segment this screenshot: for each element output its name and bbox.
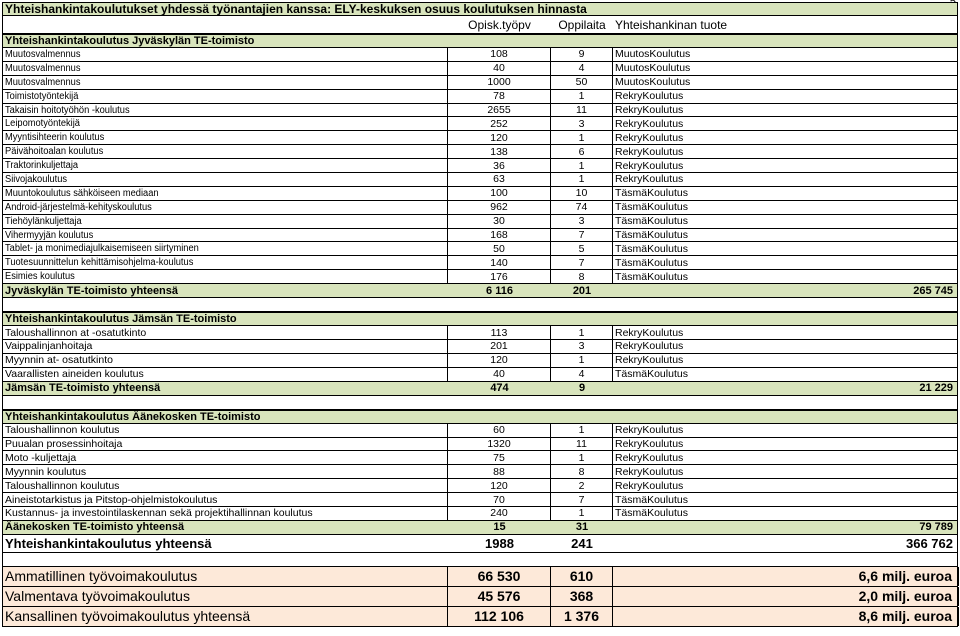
section-total-label: Jämsän TE-toimisto yhteensä [5,382,161,395]
course-name-text: Moto -kuljettaja [5,451,77,464]
student-days: 63 [448,173,551,186]
student-count: 11 [551,438,613,451]
sections-container [2,34,958,535]
grand-total-price: 366 762 [906,535,953,551]
course-name-text: Muutosvalmennus [5,62,81,74]
summary-days: 66 530 [448,567,551,586]
header-course [3,16,448,33]
student-count: 1 [551,451,613,464]
student-days: 30 [448,215,551,228]
student-days: 1000 [448,76,551,89]
section-total-count: 201 [572,284,592,297]
product-type: TäsmäKoulutus [615,229,688,242]
student-days: 176 [448,270,551,283]
course-name-text: Tiehöylänkuljettaja [5,215,82,227]
grand-total-days: 1988 [485,535,514,551]
course-name-text: Muutosvalmennus [5,48,81,60]
student-days: 168 [448,229,551,242]
course-name [3,104,448,117]
summary-price: 2,0 milj. euroa [613,587,959,606]
section-total-label: Äänekosken TE-toimisto yhteensä [5,521,185,534]
product-type: RekryKoulutus [615,354,684,367]
table-row [2,451,958,465]
product-type: RekryKoulutus [615,173,684,186]
product-type: TäsmäKoulutus [615,201,688,214]
course-name-text: Myynnin at- osatutkinto [5,354,113,367]
course-name [3,145,448,158]
product-type: MuutosKoulutus [615,48,691,61]
table-row [2,438,958,452]
table-row [2,90,958,104]
course-name-text: Muutosvalmennus [5,76,81,88]
course-name [3,493,448,506]
student-days: 113 [448,326,551,339]
table-row [2,326,958,340]
course-name-text: Taloushallinnon koulutus [5,424,120,437]
product-type: RekryKoulutus [615,131,684,144]
section-total-price: 265 745 [913,284,953,297]
course-name [3,354,448,367]
table-row [2,159,958,173]
student-days: 120 [448,479,551,492]
student-days: 108 [448,48,551,61]
table-row [2,215,958,229]
course-name-text: Vaarallisten aineiden koulutus [5,368,144,381]
course-name [3,424,448,437]
table-row [2,187,958,201]
course-name [3,76,448,89]
student-days: 40 [448,368,551,381]
product-type: MuutosKoulutus [615,76,691,89]
student-days: 88 [448,465,551,478]
section-total-label: Jyväskylän TE-toimisto yhteensä [5,284,179,297]
summary-row [2,567,958,587]
section-total-count: 31 [575,521,589,534]
course-name [3,438,448,451]
course-name-text: Android-järjestelmä-kehityskoulutus [5,201,152,213]
student-days: 120 [448,354,551,367]
table-row [2,493,958,507]
summary-price: 8,6 milj. euroa [613,607,959,626]
summary-label: Ammatillinen työvoimakoulutus [3,567,448,586]
table-row [2,201,958,215]
student-count: 1 [551,354,613,367]
summary-days: 112 106 [448,607,551,626]
student-count: 50 [551,76,613,89]
product-type: RekryKoulutus [615,90,684,103]
student-count: 11 [551,104,613,117]
spacer [2,298,958,312]
student-count: 1 [551,131,613,144]
section-total-days: 6 116 [486,284,513,297]
course-name [3,201,448,214]
course-name-text: Tablet- ja monimediajulkaisemiseen siirtyminen [5,243,199,255]
course-name [3,187,448,200]
section-total-days: 15 [493,521,506,534]
student-days: 70 [448,493,551,506]
table-row [2,173,958,187]
summary-days: 45 576 [448,587,551,606]
course-name-text: Siivojakoulutus [5,173,68,185]
student-days: 252 [448,117,551,130]
grand-total-count: 241 [571,535,593,551]
course-name-text: Aineistotarkistus ja Pitstop-ohjelmistokoulutus [5,493,218,506]
student-days: 962 [448,201,551,214]
product-type: RekryKoulutus [615,424,684,437]
table-row [2,131,958,145]
report-table [2,2,958,627]
student-days: 36 [448,159,551,172]
column-header-row [2,16,958,34]
course-name-text: Vihermyyjän koulutus [5,229,94,241]
course-name-text: Esimies koulutus [5,271,75,283]
product-type: TäsmäKoulutus [615,242,688,255]
course-name-text: Tuotesuunnittelun kehittämisohjelma-koulutus [5,257,194,269]
student-count: 1 [551,507,613,520]
table-row [2,256,958,270]
student-count: 8 [551,465,613,478]
course-name-text: Takaisin hoitotyöhön -koulutus [5,104,130,116]
student-count: 1 [551,173,613,186]
course-name [3,479,448,492]
section-title: Yhteishankintakoulutus Jämsän TE-toimisto [2,312,958,326]
student-days: 1320 [448,438,551,451]
summary-count: 610 [551,567,613,586]
course-name [3,270,448,283]
table-row [2,242,958,256]
section-title: Yhteishankintakoulutus Jyväskylän TE-toimisto [2,34,958,48]
product-type: RekryKoulutus [615,451,684,464]
student-days: 60 [448,424,551,437]
table-row [2,48,958,62]
student-count: 1 [551,326,613,339]
table-row [2,145,958,159]
student-days: 78 [448,90,551,103]
table-row [2,117,958,131]
course-name [3,48,448,61]
table-row [2,354,958,368]
product-type: RekryKoulutus [615,326,684,339]
summary-block [2,567,958,627]
product-type: TäsmäKoulutus [615,215,688,228]
course-name-text: Taloushallinnon koulutus [5,479,120,492]
course-name [3,90,448,103]
product-type: TäsmäKoulutus [615,507,688,520]
course-name [3,215,448,228]
header-days: Opisk.työpv [468,17,531,32]
course-name [3,242,448,255]
summary-row [2,607,958,627]
course-name [3,117,448,130]
summary-count: 1 376 [551,607,613,626]
table-title: Yhteishankintakoulutukset yhdessä työnantajien kanssa: ELY-keskuksen osuus koulutuksen hinnasta [2,2,958,16]
student-count: 4 [551,62,613,75]
product-type: TäsmäKoulutus [615,493,688,506]
course-name-text: Toimistotyöntekijä [5,90,79,102]
course-name [3,229,448,242]
product-type: RekryKoulutus [615,479,684,492]
table-row [2,465,958,479]
course-name [3,507,448,520]
product-type: RekryKoulutus [615,438,684,451]
course-name-text: Traktorinkuljettaja [5,160,79,172]
table-row [2,104,958,118]
grand-total-row [2,535,958,553]
student-count: 1 [551,159,613,172]
product-type: RekryKoulutus [615,145,684,158]
section-total-count: 9 [578,382,586,395]
summary-label: Kansallinen työvoimakoulutus yhteensä [3,607,448,626]
product-type: RekryKoulutus [615,117,684,130]
table-row [2,229,958,243]
table-row [2,424,958,438]
student-count: 74 [551,201,613,214]
section-total-row [2,521,958,535]
section-total-days: 474 [490,382,509,395]
product-type: RekryKoulutus [615,340,684,353]
student-count: 3 [551,215,613,228]
table-row [2,368,958,382]
student-days: 75 [448,451,551,464]
student-count: 1 [551,424,613,437]
section-total-row [2,284,958,298]
student-days: 138 [448,145,551,158]
course-name [3,326,448,339]
student-count: 7 [551,493,613,506]
summary-row [2,587,958,607]
table-row [2,62,958,76]
spacer [2,396,958,410]
course-name-text: Muuntokoulutus sähköiseen mediaan [5,187,159,199]
course-name-text: Puualan prosessinhoitaja [5,438,123,451]
student-count: 3 [551,340,613,353]
section-title: Yhteishankintakoulutus Äänekosken TE-toimisto [2,410,958,424]
spacer [2,553,958,567]
course-name [3,451,448,464]
course-name-text: Myyntisihteerin koulutus [5,132,105,144]
student-count: 5 [551,242,613,255]
course-name-text: Kustannus- ja investointilaskennan sekä projektihallinnan koulutus [5,507,313,520]
product-type: RekryKoulutus [615,465,684,478]
student-days: 140 [448,256,551,269]
student-days: 40 [448,62,551,75]
student-count: 2 [551,479,613,492]
product-type: TäsmäKoulutus [615,256,688,269]
student-count: 7 [551,256,613,269]
table-row [2,76,958,90]
table-row [2,340,958,354]
product-type: TäsmäKoulutus [615,368,688,381]
product-type: RekryKoulutus [615,104,684,116]
student-count: 6 [551,145,613,158]
course-name [3,173,448,186]
product-type: TäsmäKoulutus [615,270,688,283]
student-days: 100 [448,187,551,200]
table-row [2,270,958,284]
course-name-text: Päivähoitoalan koulutus [5,146,104,158]
student-days: 120 [448,131,551,144]
course-name [3,256,448,269]
course-name [3,368,448,381]
student-days: 2655 [448,104,551,117]
course-name-text: Vaippalinjanhoitaja [5,340,93,353]
student-count: 4 [551,368,613,381]
course-name-text: Taloushallinnon at -osatutkinto [5,326,147,339]
grand-total-label: Yhteishankintakoulutus yhteensä [5,535,212,551]
course-name [3,131,448,144]
section-total-row [2,382,958,396]
product-type: MuutosKoulutus [615,62,691,75]
product-type: RekryKoulutus [615,159,684,172]
student-count: 7 [551,229,613,242]
course-name [3,62,448,75]
summary-count: 368 [551,587,613,606]
student-count: 9 [551,48,613,61]
course-name [3,340,448,353]
section-total-price: 21 229 [919,382,953,395]
product-type: TäsmäKoulutus [615,187,688,200]
course-name-text: Leipomotyöntekijä [5,118,80,130]
student-count: 10 [551,187,613,200]
summary-label: Valmentava työvoimakoulutus [3,587,448,606]
course-name [3,465,448,478]
table-row [2,479,958,493]
student-days: 201 [448,340,551,353]
student-days: 240 [448,507,551,520]
summary-price: 6,6 milj. euroa [613,567,959,586]
header-count: Oppilaita [558,17,606,32]
header-product: Yhteishankinan tuote [615,17,728,32]
student-count: 8 [551,270,613,283]
section-total-price: 79 789 [919,521,953,534]
student-count: 1 [551,90,613,103]
table-row [2,507,958,521]
student-days: 50 [448,242,551,255]
student-count: 3 [551,117,613,130]
course-name-text: Myynnin koulutus [5,465,87,478]
course-name [3,159,448,172]
